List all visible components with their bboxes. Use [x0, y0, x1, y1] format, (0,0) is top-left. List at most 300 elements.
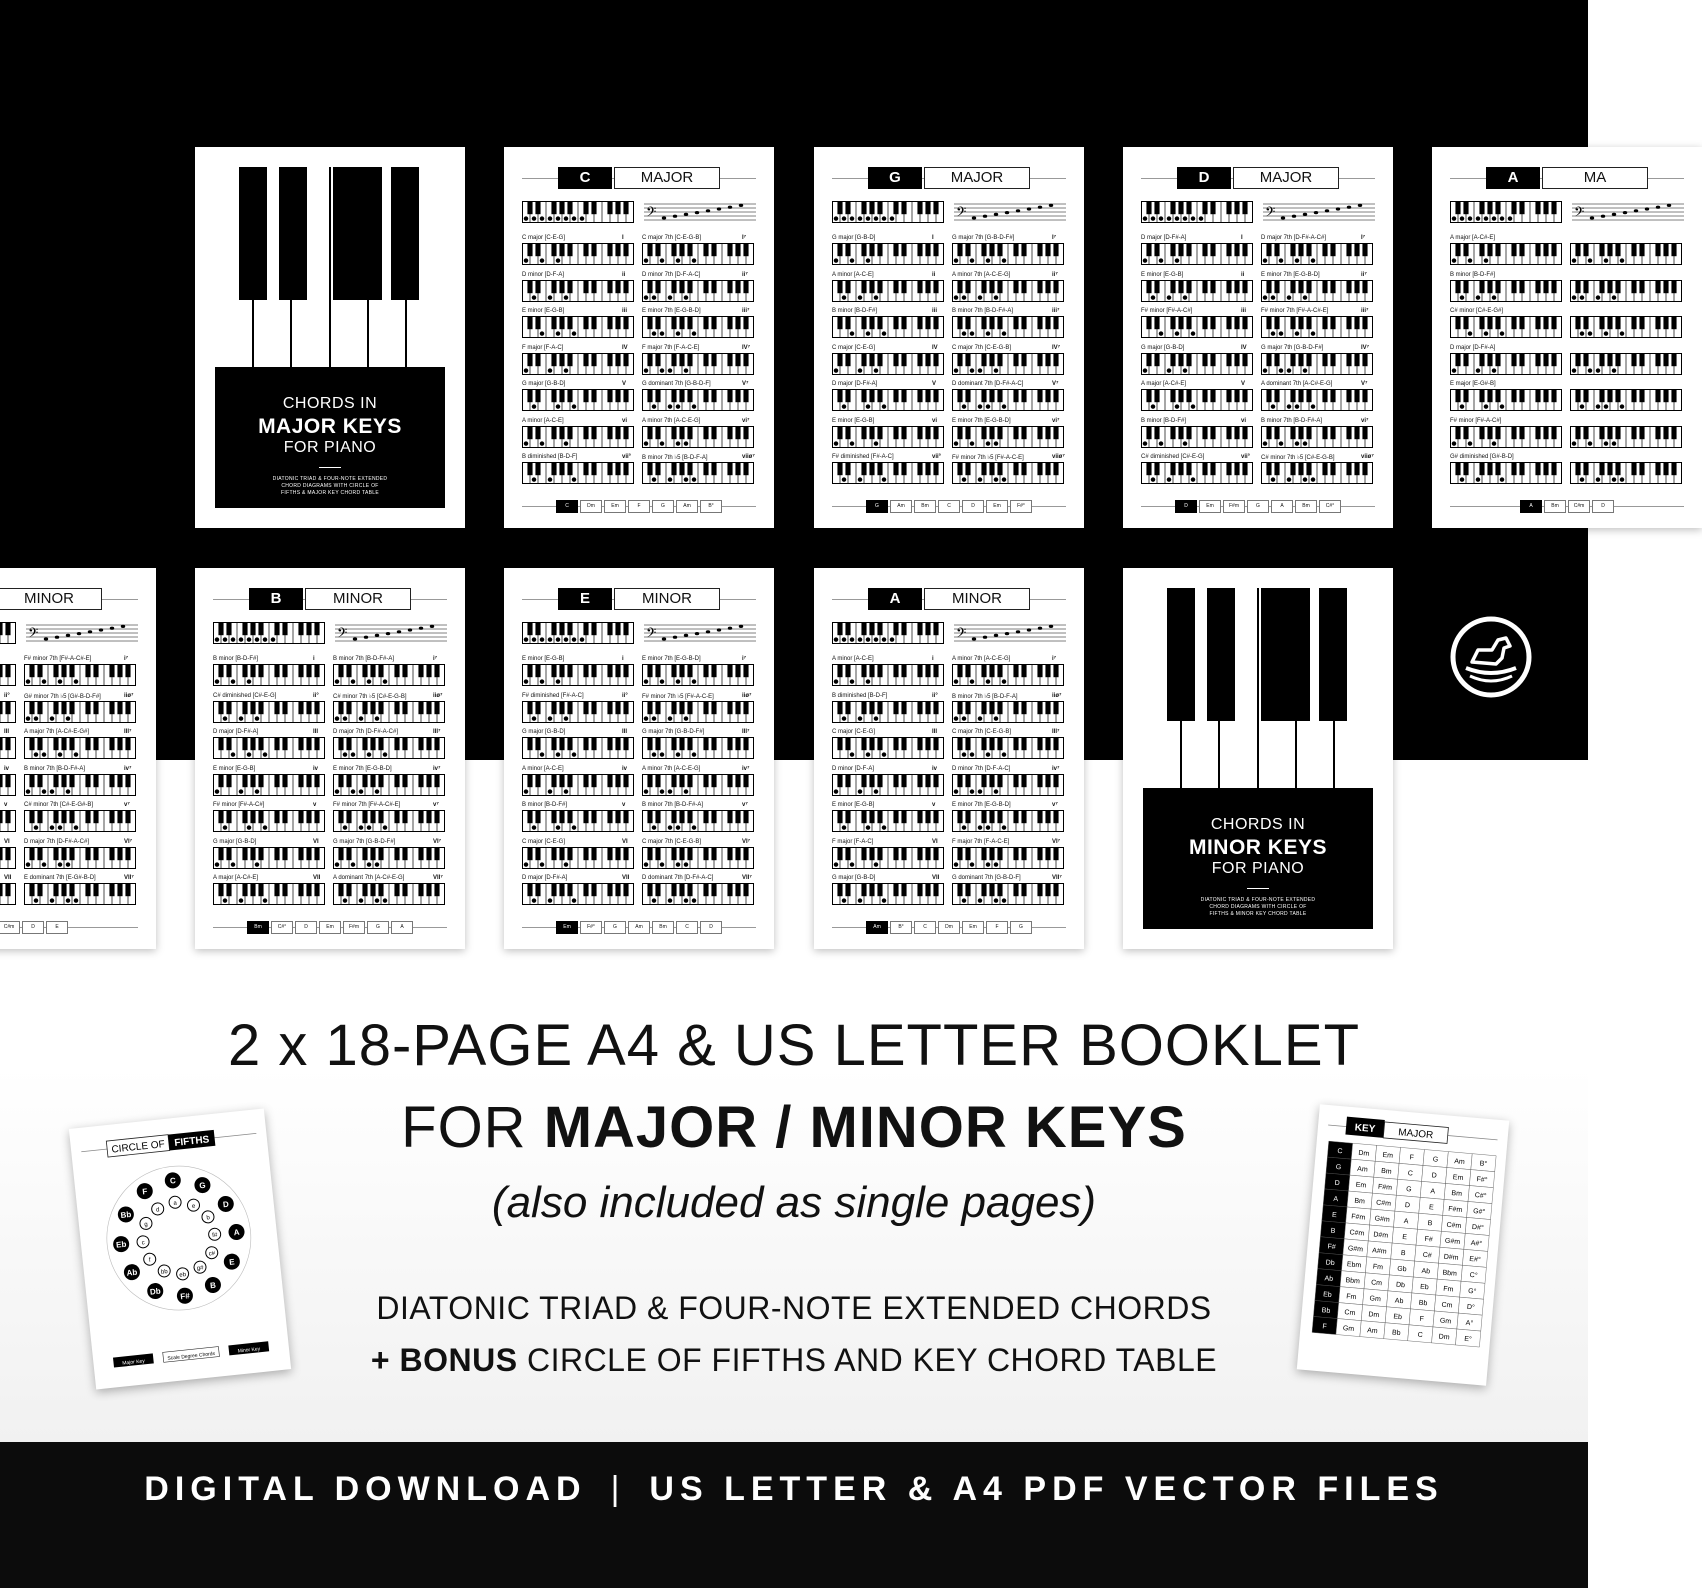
chord-chip: Em [962, 921, 984, 934]
triad-degree: ii [622, 271, 626, 278]
seventh-degree: III⁷ [433, 729, 441, 735]
page-header [504, 588, 774, 610]
table-cell-text: D#m [1443, 1253, 1459, 1262]
piano-keyboard-diagram [1450, 426, 1562, 448]
piano-keyboard-diagram [333, 701, 445, 723]
table-cell-text: D#° [1471, 1223, 1484, 1232]
piano-keyboard-diagram [952, 774, 1064, 796]
table-cell-text: Bbm [1345, 1277, 1361, 1286]
cover-panel [1143, 588, 1373, 929]
seventh-degree: iii⁷ [742, 308, 750, 314]
triad-degree: VII [4, 875, 12, 881]
piano-keyboard-diagram [24, 810, 136, 832]
table-cell-text: Ab [1421, 1267, 1431, 1276]
triad-label: A minor [A-C-E] [832, 271, 874, 278]
piano-keyboard-diagram [1141, 316, 1253, 338]
chord-chip: Em [604, 500, 626, 513]
table-cell-text: A#m [1371, 1247, 1387, 1256]
piano-keyboard-diagram [1450, 280, 1562, 302]
triad-label: E minor [E-G-B] [832, 417, 875, 424]
triad-degree: vii° [1241, 454, 1251, 460]
scale-keyboard [1141, 201, 1253, 228]
seventh-degree: V⁷ [1052, 381, 1059, 387]
table-cell-text: C° [1469, 1271, 1478, 1280]
table-cell-text: Bm [1451, 1190, 1463, 1198]
triad-degree: i [313, 656, 315, 662]
piano-keyboard-diagram [213, 622, 325, 644]
table-cell-text: Db [1395, 1281, 1406, 1290]
chord-chip: F#m [1223, 500, 1245, 513]
triad-degree: ii [932, 271, 936, 278]
footer-text [0, 1470, 1588, 1509]
piano-keyboard-diagram [24, 737, 136, 759]
svg-text:𝄢: 𝄢 [28, 625, 39, 644]
piano-keyboard-diagram [642, 389, 754, 411]
piano-keyboard-diagram [832, 201, 944, 223]
seventh-label: F# minor 7th ♭5 [F#-A-C-E] [952, 455, 1024, 461]
piano-keyboard-diagram [642, 462, 754, 484]
table-cell-text: C# [1422, 1251, 1432, 1260]
scale-staff [1263, 201, 1375, 223]
triad-degree: iii [1241, 308, 1247, 314]
cof-minor-note: eb [179, 1272, 187, 1279]
piano-keyboard-diagram [522, 316, 634, 338]
piano-keyboard-diagram [522, 353, 634, 375]
triad-label: E minor [E-G-B] [213, 765, 256, 772]
footer-bar [0, 1442, 1588, 1588]
svg-text:𝄢: 𝄢 [646, 625, 657, 644]
seventh-degree: v⁷ [433, 802, 439, 808]
triad-degree: ii° [313, 692, 319, 699]
piano-keyboard-diagram [952, 810, 1064, 832]
seventh-degree: iii⁷ [1052, 308, 1060, 314]
scale-keyboard [522, 201, 634, 228]
cof-major-note: Eb [115, 1239, 127, 1250]
table-cell-text: Ab [1394, 1297, 1404, 1306]
piano-keyboard-diagram [832, 664, 944, 686]
triad-degree: V [932, 381, 937, 387]
seventh-label: E dominant 7th [E-G#-B-D] [24, 875, 96, 881]
piano-keyboard-diagram [1261, 316, 1373, 338]
piano-keyboard-diagram [1261, 280, 1373, 302]
chord-chip: D [962, 500, 984, 513]
seventh-label: G dominant 7th [G-B-D-F] [642, 381, 711, 387]
piano-keyboard-diagram [24, 774, 136, 796]
table-cell-text: D [1334, 1179, 1340, 1188]
piano-keyboard-diagram [832, 622, 944, 644]
piano-keyboard-diagram [0, 883, 16, 905]
cof-minor-note: a [173, 1200, 178, 1207]
triad-label: C# diminished [C#-E-G] [1141, 454, 1205, 460]
chord-chip: G [866, 500, 888, 513]
piano-keyboard-diagram [522, 280, 634, 302]
seventh-label: A minor 7th [A-C-E-G] [642, 417, 701, 424]
chord-chip: C [938, 500, 960, 513]
chord-chip: Em [556, 921, 578, 934]
key-label: D [1177, 167, 1231, 189]
triad-degree: VII [622, 875, 630, 881]
triad-degree: v [313, 802, 317, 808]
table-cell-text: F [1419, 1315, 1425, 1324]
triad-degree: ii° [4, 692, 10, 699]
seventh-label: E minor 7th [E-G-B-D] [642, 308, 701, 314]
triad-degree: iv [313, 765, 319, 772]
seventh-label: B minor 7th [B-D-F#-A] [642, 802, 704, 808]
piano-keyboard-diagram [1141, 353, 1253, 375]
table-cell-text: Fm [1345, 1293, 1357, 1302]
triad-label: A major [A-C#-E] [1141, 381, 1187, 387]
triad-label: D minor [D-F-A] [832, 765, 874, 772]
seventh-label: C major 7th [C-E-G-B] [642, 235, 702, 241]
piano-keyboard-diagram [333, 810, 445, 832]
piano-keyboard-diagram [1450, 316, 1562, 338]
triad-label: E minor [E-G-B] [1141, 271, 1184, 278]
piano-keyboard-diagram [952, 389, 1064, 411]
rocking-horse-logo-icon [1448, 614, 1534, 700]
piano-keyboard-diagram [952, 353, 1064, 375]
key-label: E [558, 588, 612, 610]
piano-keyboard-diagram [24, 883, 136, 905]
table-cell-text: B° [1479, 1160, 1488, 1169]
seventh-degree: VII⁷ [742, 875, 752, 881]
seventh-label: B minor 7th ♭5 [B-D-F-A] [952, 693, 1018, 700]
key-chord-table [1297, 1104, 1509, 1386]
triad-degree: i [622, 656, 624, 662]
scale-staff [26, 622, 138, 644]
triad-label: B minor [B-D-F#] [213, 656, 259, 662]
table-cell-text: Am [1453, 1158, 1465, 1167]
table-cell-text: Eb [1419, 1283, 1429, 1292]
triad-label: A minor [A-C-E] [522, 417, 564, 424]
triad-degree: III [313, 729, 319, 735]
triad-degree: VI [4, 838, 10, 845]
cof-minor-note: b [206, 1215, 211, 1222]
piano-keyboard-diagram [1450, 462, 1562, 484]
piano-keyboard-diagram [1141, 280, 1253, 302]
table-cell-text: E [1402, 1233, 1408, 1242]
table-cell-text: E° [1463, 1335, 1473, 1344]
piano-keyboard-diagram [24, 664, 136, 686]
seventh-label: A minor 7th [A-C-E-G] [952, 656, 1011, 662]
e-minor-page [504, 568, 774, 949]
triad-label: C major [C-E-G] [522, 235, 566, 241]
seventh-degree: i⁷ [1052, 656, 1057, 662]
table-cell-text: Gb [1396, 1265, 1407, 1274]
piano-keyboard-diagram [642, 883, 754, 905]
table-cell-text: Em [1452, 1174, 1464, 1182]
seventh-degree: viiø⁷ [1361, 454, 1374, 460]
seventh-degree: i⁷ [742, 656, 747, 662]
triad-label: G major [G-B-D] [832, 875, 876, 881]
triad-degree: I [1241, 235, 1243, 241]
seventh-label: E minor 7th [E-G-B-D] [642, 656, 701, 662]
cover-description: DIATONIC TRIAD & FOUR-NOTE EXTENDED CHORD DIAGRAMS WITH CIRCLE OF FIFTHS & MAJOR KEY CHORD TABLE [272, 476, 388, 496]
seventh-degree: vi⁷ [742, 417, 750, 424]
seventh-degree: v⁷ [1052, 802, 1058, 808]
chord-chip: Am [890, 500, 912, 513]
table-title-key: KEY [1354, 1122, 1376, 1136]
table-cell-text: Cm [1344, 1309, 1356, 1318]
seventh-degree: i⁷ [433, 656, 438, 662]
page-footer [213, 921, 447, 933]
table-cell-text: Em [1355, 1181, 1367, 1190]
cof-major-note: G [198, 1180, 207, 1191]
piano-keyboard-diagram [0, 664, 16, 686]
piano-keyboard-diagram [24, 701, 136, 723]
piano-keyboard-diagram [522, 774, 634, 796]
cof-major-note: Bb [120, 1209, 132, 1220]
seventh-label: G major 7th [G-B-D-F#] [1261, 344, 1324, 351]
scale-staff [644, 201, 756, 223]
seventh-degree: IV⁷ [1052, 344, 1061, 351]
cof-major-note: Ab [126, 1267, 138, 1278]
triad-label: F major [F-A-C] [832, 838, 874, 845]
cof-minor-note: g [144, 1221, 149, 1229]
triad-degree: iii [622, 308, 628, 314]
cof-major-note: C [169, 1176, 177, 1186]
page-header [0, 588, 156, 610]
chord-chip: F#m [343, 921, 365, 934]
seventh-label: G major 7th [G-B-D-F#] [642, 729, 705, 735]
key-label: A [868, 588, 922, 610]
triad-degree: iv [622, 765, 628, 772]
chord-chip: Bm [247, 921, 269, 934]
table-cell-text: Fm [1372, 1263, 1384, 1272]
seventh-degree: III⁷ [1052, 729, 1060, 735]
piano-keyboard-diagram [24, 847, 136, 869]
table-cell-text: Db [1325, 1259, 1335, 1268]
triad-degree: IV [1241, 344, 1247, 351]
piano-keyboard-diagram [832, 353, 944, 375]
piano-keyboard-diagram [832, 280, 944, 302]
piano-keyboard-diagram [952, 426, 1064, 448]
table-cell-text: Gm [1439, 1317, 1452, 1326]
seventh-label: E minor 7th [E-G-B-D] [952, 417, 1011, 424]
triad-degree: v [622, 802, 626, 808]
piano-keyboard-diagram [1261, 462, 1373, 484]
seventh-label: E minor 7th [E-G-B-D] [1261, 271, 1320, 278]
triad-label: C major [C-E-G] [832, 729, 876, 735]
triad-degree: VI [313, 838, 319, 845]
triad-degree: iii [932, 308, 938, 314]
scale-keyboard [1450, 201, 1562, 228]
piano-keyboard-diagram [832, 810, 944, 832]
triad-degree: ii [1241, 271, 1245, 278]
piano-keyboard-diagram [832, 316, 944, 338]
triad-label: E minor [E-G-B] [522, 656, 565, 662]
chord-chip: Bm [914, 500, 936, 513]
piano-keyboard-diagram [832, 737, 944, 759]
triad-label: F# minor [F#-A-C#] [213, 802, 265, 808]
triad-label: D major [D-F#-A] [1141, 235, 1187, 241]
cof-major-note: D [222, 1199, 230, 1210]
cof-tag-degrees: Scale Degree Chords [167, 1350, 216, 1362]
piano-keyboard-diagram [1570, 243, 1682, 265]
triad-label: C major [C-E-G] [522, 838, 566, 845]
chord-chip: Em [319, 921, 341, 934]
triad-label: C# diminished [C#-E-G] [213, 692, 277, 699]
minor-cover-page [1123, 568, 1393, 949]
seventh-label: D dominant 7th [D-F#-A-C] [952, 381, 1024, 387]
triad-degree: VII [932, 875, 940, 881]
triad-degree: IV [622, 344, 628, 351]
table-cell-text: G#° [1472, 1207, 1486, 1217]
piano-keyboard-diagram [0, 774, 16, 796]
key-label: B [249, 588, 303, 610]
seventh-label: A major 7th [A-C#-E-G#] [24, 729, 90, 735]
piano-keyboard-diagram [832, 883, 944, 905]
chord-chip: B° [700, 500, 722, 513]
seventh-label: C# minor 7th ♭5 [C#-E-G-B] [333, 693, 407, 700]
chord-chip: F [986, 921, 1008, 934]
a-minor-page [814, 568, 1084, 949]
piano-keyboard-diagram [642, 280, 754, 302]
triad-degree: vi [622, 417, 628, 424]
scale-keyboard [0, 622, 16, 649]
cover-description: DIATONIC TRIAD & FOUR-NOTE EXTENDED CHORD DIAGRAMS WITH CIRCLE OF FIFTHS & MINOR KEY CHORD TABLE [1200, 897, 1316, 917]
mode-label: MINOR [305, 588, 411, 610]
scale-staff [954, 622, 1066, 644]
piano-keyboard-diagram [952, 316, 1064, 338]
chord-chip: G [604, 921, 626, 934]
seventh-degree: viiø⁷ [1052, 454, 1065, 460]
chord-chip: C#° [271, 921, 293, 934]
chord-chip: D [700, 921, 722, 934]
cof-major-note: Db [149, 1286, 162, 1297]
seventh-label: B minor 7th ♭5 [B-D-F-A] [642, 455, 708, 461]
table-cell-text: C [1417, 1331, 1424, 1340]
triad-degree: iv [4, 765, 10, 772]
triad-degree: v [932, 802, 936, 808]
headline-line4: DIATONIC TRIAD & FOUR-NOTE EXTENDED CHORDS [376, 1290, 1212, 1326]
bonus-text: CIRCLE OF FIFTHS AND KEY CHORD TABLE [517, 1342, 1218, 1378]
seventh-degree: iiø⁷ [742, 692, 752, 699]
table-cell-text: F#m [1377, 1183, 1393, 1192]
piano-keyboard-diagram [642, 774, 754, 796]
seventh-degree: V⁷ [1361, 381, 1368, 387]
seventh-degree: I⁷ [742, 235, 747, 241]
triad-label: A major [A-C#-E] [213, 875, 259, 881]
chord-chip: F#° [580, 921, 602, 934]
table-cell-text: Cm [1441, 1301, 1453, 1310]
cof-minor-note: f# [212, 1232, 218, 1240]
piano-keyboard-diagram [522, 664, 634, 686]
page-footer [1141, 500, 1375, 512]
cof-minor-note: bb [160, 1269, 169, 1276]
key-label: A [1486, 167, 1540, 189]
table-cell-text: Gm [1369, 1295, 1382, 1304]
seventh-label: A minor 7th [A-C-E-G] [952, 271, 1011, 278]
piano-keyboard-diagram [832, 462, 944, 484]
f-sharp-minor-page-partial [0, 568, 156, 949]
chord-chip: Dm [938, 921, 960, 934]
triad-label: F# minor [F#-A-C#] [1450, 417, 1502, 424]
footer-left: DIGITAL DOWNLOAD [144, 1470, 587, 1508]
triad-label: A minor [A-C-E] [522, 765, 564, 772]
triad-label: G major [G-B-D] [522, 381, 566, 387]
page-footer [1450, 500, 1684, 512]
table-cell-text: C#° [1474, 1192, 1487, 1201]
triad-label: D major [D-F#-A] [213, 729, 259, 735]
table-cell-text: C#m [1375, 1199, 1392, 1208]
chord-chip: A [1520, 500, 1542, 513]
seventh-label: C major 7th [C-E-G-B] [642, 838, 702, 845]
chord-chip: Bm [1295, 500, 1317, 513]
table-cell-text: G [1432, 1156, 1439, 1164]
seventh-degree: III⁷ [742, 729, 750, 735]
table-cell-text: F# [1327, 1243, 1336, 1252]
table-title-mode: MAJOR [1397, 1127, 1434, 1142]
cof-major-note: B [209, 1280, 217, 1291]
piano-keyboard-diagram [522, 389, 634, 411]
mode-label: MA [1542, 167, 1648, 189]
circle-of-fifths-sheet [69, 1108, 291, 1389]
chord-chip: G [652, 500, 674, 513]
chord-chip: Dm [580, 500, 602, 513]
triad-degree: ii° [622, 692, 628, 699]
table-cell-text: E [1428, 1204, 1434, 1212]
piano-keyboard-diagram [333, 847, 445, 869]
table-cell-text: A [1403, 1217, 1409, 1226]
table-cell-text: Am [1356, 1165, 1368, 1174]
seventh-label: C# minor 7th [C#-E-G#-B] [24, 802, 94, 808]
cof-major-note: E [228, 1257, 236, 1267]
chord-chip: C#° [1319, 500, 1341, 513]
piano-keyboard-diagram [952, 462, 1064, 484]
triad-degree: I [932, 235, 934, 241]
cover-title-line1: CHORDS IN [1210, 816, 1306, 833]
piano-keyboard-diagram [1570, 462, 1682, 484]
seventh-label: D minor 7th [D-F-A-C] [952, 765, 1011, 772]
triad-label: D major [D-F#-A] [832, 381, 878, 387]
piano-keyboard-diagram [1570, 316, 1682, 338]
seventh-label: D minor 7th [D-F-A-C] [642, 271, 701, 278]
triad-degree: vi [932, 417, 938, 424]
page-footer [522, 500, 756, 512]
seventh-degree: iv⁷ [742, 765, 750, 772]
piano-keyboard-diagram [0, 847, 16, 869]
table-cell-text: Ab [1324, 1275, 1334, 1284]
table-cell-text: F [1322, 1323, 1327, 1331]
piano-keyboard-diagram [522, 847, 634, 869]
triad-degree: i [932, 656, 934, 662]
circle-of-fifths-diagram [69, 1108, 291, 1389]
triad-label: A major [A-C#-E] [1450, 235, 1496, 241]
triad-label: B diminished [B-D-F] [522, 454, 578, 460]
seventh-degree: ii⁷ [1052, 271, 1058, 278]
seventh-label: F# minor 7th [F#-A-C#-E] [333, 802, 401, 808]
piano-keyboard-diagram [642, 426, 754, 448]
seventh-degree: iii⁷ [1361, 308, 1369, 314]
table-cell-text: Gm [1342, 1325, 1355, 1334]
page-header [1432, 167, 1702, 189]
scale-keyboard [832, 622, 944, 649]
triad-degree: IV [932, 344, 938, 351]
piano-keyboard-diagram [522, 701, 634, 723]
seventh-label: G dominant 7th [G-B-D-F] [952, 875, 1021, 881]
triad-label: D major [D-F#-A] [522, 875, 568, 881]
mode-label: MAJOR [1233, 167, 1339, 189]
chord-chip: Am [676, 500, 698, 513]
table-cell-text: B [1427, 1220, 1433, 1228]
triad-label: G major [G-B-D] [1141, 344, 1185, 351]
cof-minor-note: d [155, 1207, 160, 1214]
seventh-label: A dominant 7th [A-C#-E-G] [1261, 381, 1333, 387]
triad-label: G major [G-B-D] [832, 235, 876, 241]
table-cell-text: Em [1382, 1151, 1394, 1160]
chord-chip: D [1592, 500, 1614, 513]
seventh-degree: VII⁷ [433, 875, 443, 881]
